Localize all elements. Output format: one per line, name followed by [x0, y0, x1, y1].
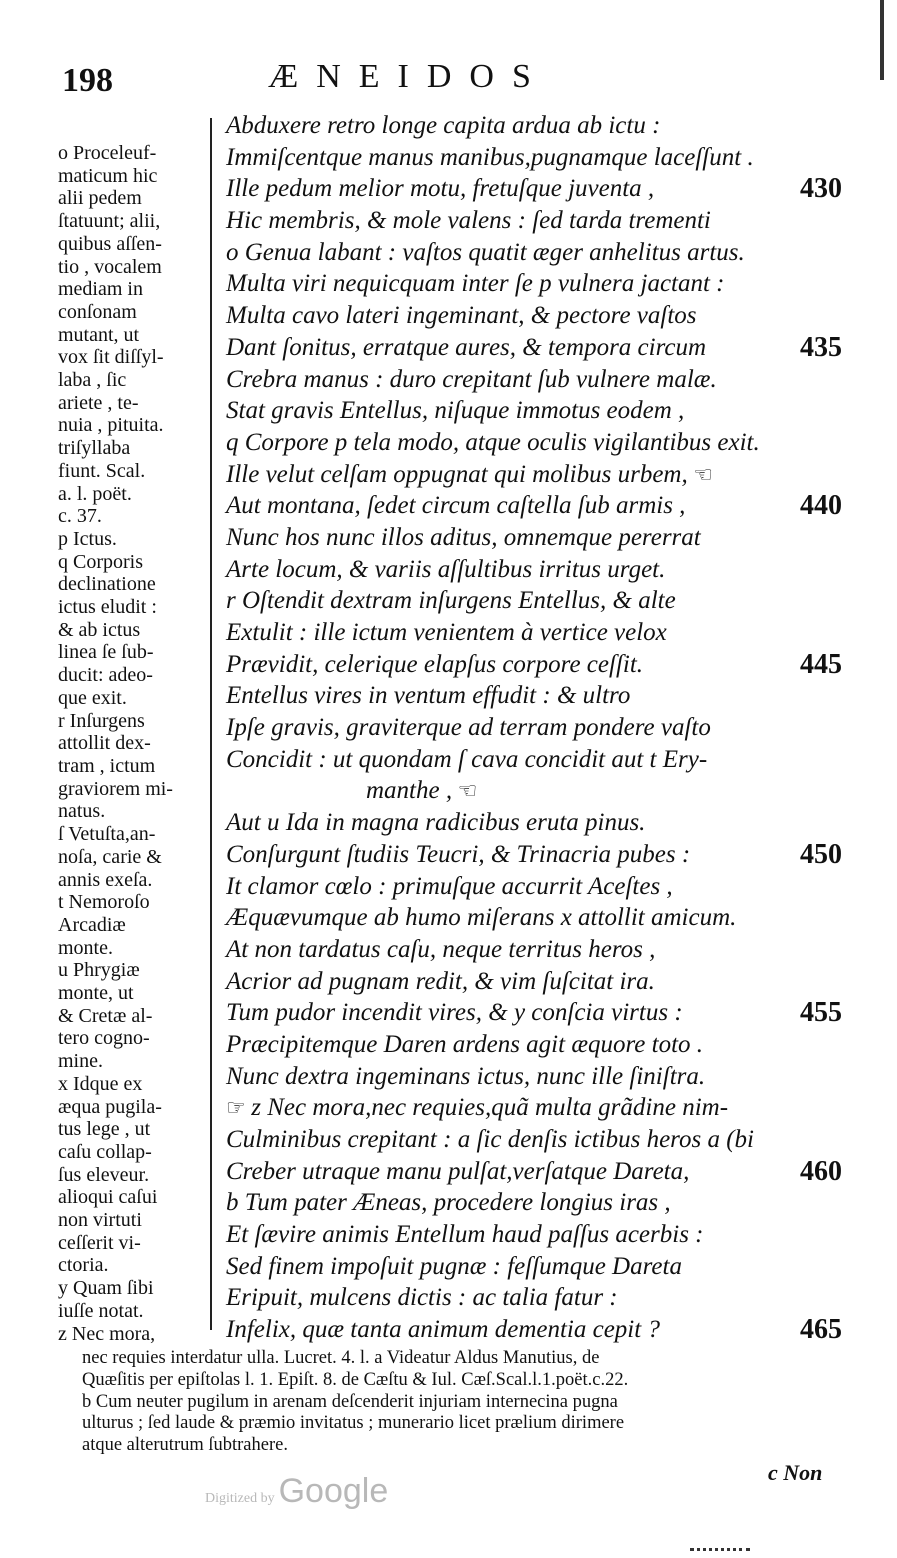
- line-number: 455: [800, 997, 842, 1029]
- verse-line: [226, 332, 856, 364]
- margin-note-line: o Proceleuf-: [58, 142, 157, 164]
- verse-line: [226, 1029, 856, 1061]
- verse-text: Ipſe gravis, graviterque ad terram pondere vaſto: [226, 714, 711, 742]
- margin-note-line: ctoria.: [58, 1254, 109, 1277]
- verse-line: [226, 1282, 856, 1314]
- margin-note-line: mine.: [58, 1050, 103, 1073]
- verse-text: Tum pudor incendit vires, & y conſcia virtus :: [226, 999, 683, 1027]
- verse-line: [226, 1219, 856, 1251]
- verse-text: Præcipitemque Daren ardens agit æquore toto .: [226, 1030, 704, 1058]
- verse-line: [226, 490, 856, 522]
- pointing-hand-icon: ☜: [452, 778, 478, 804]
- verse-line: [226, 1061, 856, 1093]
- margin-note-line: que exit.: [58, 686, 127, 709]
- margin-note-line: z Nec mora,: [58, 1322, 156, 1345]
- margin-note-line: ſus eleveur.: [58, 1163, 150, 1186]
- margin-note-line: monte.: [58, 936, 113, 959]
- verse-line: [226, 871, 856, 903]
- verse-text: b Tum pater Æneas, procedere longius iras ,: [226, 1189, 671, 1217]
- margin-note-line: triſyllaba: [58, 437, 131, 460]
- verse-line: [226, 1251, 856, 1283]
- margin-note-line: vox ſit diſſyl-: [58, 346, 164, 369]
- verse-text: Æquævumque ab humo miſerans x attollit amicum.: [226, 904, 737, 932]
- margin-note-line: alioqui caſui: [58, 1186, 158, 1209]
- column-rule: [210, 118, 212, 1330]
- verse-text: Creber utraque manu pulſat,verſatque Dareta,: [226, 1157, 690, 1185]
- verse-column: [226, 110, 856, 1346]
- margin-note-line: linea ſe ſub-: [58, 641, 154, 664]
- margin-note-line: & Cretæ al-: [58, 1004, 153, 1027]
- margin-note-line: mutant, ut: [58, 323, 140, 346]
- verse-text: Extulit : ille ictum venientem à vertice velox: [226, 619, 667, 646]
- verse-line: [226, 807, 856, 839]
- verse-line: [226, 237, 856, 269]
- verse-text: Hic membris, & mole valens : ſed tarda trementi: [226, 207, 711, 235]
- verse-text: Aut u Ida in magna radicibus eruta pinus.: [226, 809, 646, 837]
- margin-note-line: iuſſe notat.: [58, 1299, 144, 1322]
- margin-note-line: q Corporis: [58, 550, 143, 573]
- running-title: ÆNEIDOS: [268, 58, 549, 95]
- catchword: c Non: [768, 1460, 823, 1485]
- verse-text: Ille velut celſam oppugnat qui molibus urbem,: [226, 460, 688, 488]
- footnotes: [82, 1348, 852, 1457]
- verse-text: Acrior ad pugnam redit, & vim ſuſcitat ira.: [226, 967, 655, 995]
- verse-text: Nunc dextra ingeminans ictus, nunc ille ſiniſtra.: [226, 1062, 706, 1090]
- verse-text: Abduxere retro longe capita ardua ab ictu :: [226, 112, 661, 139]
- watermark: [205, 1472, 388, 1511]
- verse-text: Conſurgunt ſtudiis Teucri, & Trinacria pubes :: [226, 840, 691, 868]
- verse-text: r Oſtendit dextram inſurgens Entellus, & alte: [226, 587, 676, 615]
- verse-text: manthe ,: [366, 777, 453, 805]
- verse-line: [226, 617, 856, 649]
- margin-note-line: Arcadiæ: [58, 913, 126, 936]
- margin-note-line: ſ Vetuſta,an-: [58, 823, 156, 846]
- margin-note-line: alii pedem: [58, 187, 142, 210]
- margin-note-line: x Idque ex: [58, 1072, 143, 1095]
- line-number: 450: [800, 838, 842, 870]
- footnote-line: ulturus ; ſed laude & præmio invitatus ; munerario licet prælium dirimere: [82, 1413, 625, 1434]
- verse-text: Infelix, quæ tanta animum dementia cepit ?: [226, 1316, 660, 1344]
- verse-line: [226, 902, 856, 934]
- line-number: 460: [800, 1155, 842, 1187]
- margin-note-line: non virtuti: [58, 1209, 142, 1232]
- verse-line: [226, 997, 856, 1029]
- verse-text: It clamor cœlo : primuſque accurrit Aceſtes ,: [226, 872, 673, 900]
- page-number: 198: [62, 62, 113, 99]
- verse-line: [226, 1124, 856, 1156]
- verse-line: [226, 142, 856, 174]
- verse-line: [226, 585, 856, 617]
- margin-note-line: laba , ſic: [58, 369, 127, 392]
- margin-note-line: attollit dex-: [58, 732, 151, 755]
- margin-note-line: conſonam: [58, 300, 137, 323]
- verse-text: z Nec mora,nec requies,quã multa grãdine nim-: [251, 1094, 729, 1122]
- verse-line: [226, 268, 856, 300]
- verse-text: Nunc hos nunc illos aditus, omnemque pererrat: [226, 523, 701, 551]
- margin-note-line: ſtatuunt; alii,: [58, 210, 161, 233]
- verse-text: Et ſævire animis Entellum haud paſſus acerbis :: [226, 1221, 704, 1249]
- margin-note-line: quibus aſſen-: [58, 232, 162, 255]
- verse-text: Arte locum, & variis aſſultibus irritus urget.: [226, 555, 666, 583]
- verse-text: Sed finem impoſuit pugnæ : feſſumque Dareta: [226, 1252, 682, 1280]
- verse-line: [226, 554, 856, 586]
- margin-note-line: monte, ut: [58, 982, 134, 1005]
- margin-note-line: ducit: adeo-: [58, 664, 153, 687]
- margin-note-line: y Quam ſibi: [58, 1277, 154, 1300]
- line-number: 435: [800, 331, 842, 363]
- verse-line: [226, 839, 856, 871]
- margin-note-line: graviorem mi-: [58, 777, 173, 800]
- footnote-line: nec requies interdatur ulla. Lucret. 4. l. a Videatur Aldus Manutius, de: [82, 1348, 600, 1368]
- verse-line: [226, 205, 856, 237]
- verse-line: [226, 459, 856, 491]
- verse-line: [226, 427, 856, 459]
- line-number: 465: [800, 1314, 842, 1346]
- verse-line: [226, 934, 856, 966]
- footnote-line: Quæſitis per epiſtolas l. 1. Epiſt. 8. de Cæſtu & Iul. Cæſ.Scal.l.1.poët.c.22.: [82, 1369, 629, 1390]
- line-number: 445: [800, 648, 842, 680]
- margin-note-line: nuia , pituita.: [58, 414, 164, 437]
- margin-note-line: tus lege , ut: [58, 1118, 151, 1141]
- pointing-hand-icon: ☞: [226, 1095, 252, 1121]
- verse-text: q Corpore p tela modo, atque oculis vigilantibus exit.: [226, 428, 760, 456]
- line-number: 440: [800, 490, 842, 522]
- verse-line: [226, 712, 856, 744]
- margin-note-line: noſa, carie &: [58, 845, 162, 868]
- bottom-edge-mark: [690, 1548, 750, 1557]
- verse-line: [226, 1187, 856, 1219]
- verse-line: [226, 300, 856, 332]
- verse-text: Crebra manus : duro crepitant ſub vulnere malæ.: [226, 365, 717, 393]
- verse-text: Eripuit, mulcens dictis : ac talia fatur :: [226, 1284, 618, 1312]
- verse-text: Ille pedum melior motu, fretuſque juventa ,: [226, 175, 655, 203]
- margin-note-line: tram , ictum: [58, 754, 156, 777]
- margin-note-line: a. l. poët.: [58, 482, 132, 505]
- verse-line: [226, 364, 856, 396]
- page-edge-mark: [880, 0, 892, 80]
- margin-note-line: fiunt. Scal.: [58, 459, 146, 482]
- verse-line: [226, 1092, 856, 1124]
- verse-text: Concidit : ut quondam ſ cava concidit aut t Ery-: [226, 745, 708, 773]
- verse-text: Dant ſonitus, erratque aures, & tempora circum: [226, 333, 707, 361]
- verse-text: o Genua labant : vaſtos quatit æger anhelitus artus.: [226, 238, 745, 266]
- watermark-brand: Google: [278, 1472, 389, 1510]
- margin-note-line: annis exeſa.: [58, 868, 153, 891]
- verse-text: Entellus vires in ventum effudit : & ultro: [226, 682, 631, 710]
- margin-note-line: declinatione: [58, 573, 156, 596]
- verse-line: [226, 395, 856, 427]
- footnote-line: atque alterutrum ſubtrahere.: [82, 1435, 288, 1456]
- verse-line: [226, 680, 856, 712]
- verse-text: Aut montana, ſedet circum caſtella ſub armis ,: [226, 492, 686, 520]
- verse-text: Prævidit, celerique elapſus corpore ceſſit.: [226, 650, 644, 678]
- verse-line: [226, 522, 856, 554]
- margin-note-line: maticum hic: [58, 164, 158, 187]
- margin-note-line: æqua pugila-: [58, 1095, 162, 1118]
- line-number: 430: [800, 173, 842, 205]
- verse-line: [226, 744, 856, 776]
- margin-note-line: r Inſurgens: [58, 709, 145, 732]
- margin-note-line: t Nemoroſo: [58, 891, 150, 914]
- verse-line: [226, 110, 856, 142]
- margin-note-line: natus.: [58, 800, 106, 823]
- pointing-hand-icon: ☜: [687, 461, 713, 487]
- verse-line: [226, 1314, 856, 1346]
- margin-note-line: & ab ictus: [58, 618, 141, 641]
- verse-line: [226, 1156, 856, 1188]
- verse-text: At non tardatus caſu, neque territus heros ,: [226, 935, 656, 963]
- verse-text: Culminibus crepitant : a ſic denſis ictibus heros a (bi: [226, 1126, 754, 1153]
- margin-note-line: mediam in: [58, 278, 143, 301]
- footnote-line: b Cum neuter pugilum in arenam deſcenderit injuriam internecina pugna: [82, 1391, 618, 1412]
- verse-line: [226, 649, 856, 681]
- verse-line: [226, 775, 856, 807]
- verse-text: Multa cavo lateri ingeminant, & pectore vaſtos: [226, 302, 697, 330]
- margin-note-line: u Phrygiæ: [58, 959, 140, 982]
- verse-line: [226, 173, 856, 205]
- verse-text: Stat gravis Entellus, niſuque immotus eodem ,: [226, 397, 685, 425]
- verse-line: [226, 966, 856, 998]
- margin-note-line: tio , vocalem: [58, 255, 162, 278]
- margin-note-line: caſu collap-: [58, 1140, 152, 1163]
- margin-notes: [58, 142, 208, 1345]
- margin-note-line: tero cogno-: [58, 1027, 150, 1050]
- verse-text: Immiſcentque manus manibus,pugnamque laceſſunt .: [226, 143, 754, 171]
- watermark-prefix: Digitized by: [205, 1491, 275, 1506]
- margin-note-line: ictus eludit :: [58, 596, 157, 619]
- margin-note-line: ariete , te-: [58, 391, 139, 414]
- margin-note-line: ceſſerit vi-: [58, 1231, 141, 1254]
- verse-text: Multa viri nequicquam inter ſe p vulnera jactant :: [226, 270, 725, 298]
- margin-note-line: c. 37.: [58, 505, 102, 528]
- margin-note-line: p Ictus.: [58, 527, 117, 550]
